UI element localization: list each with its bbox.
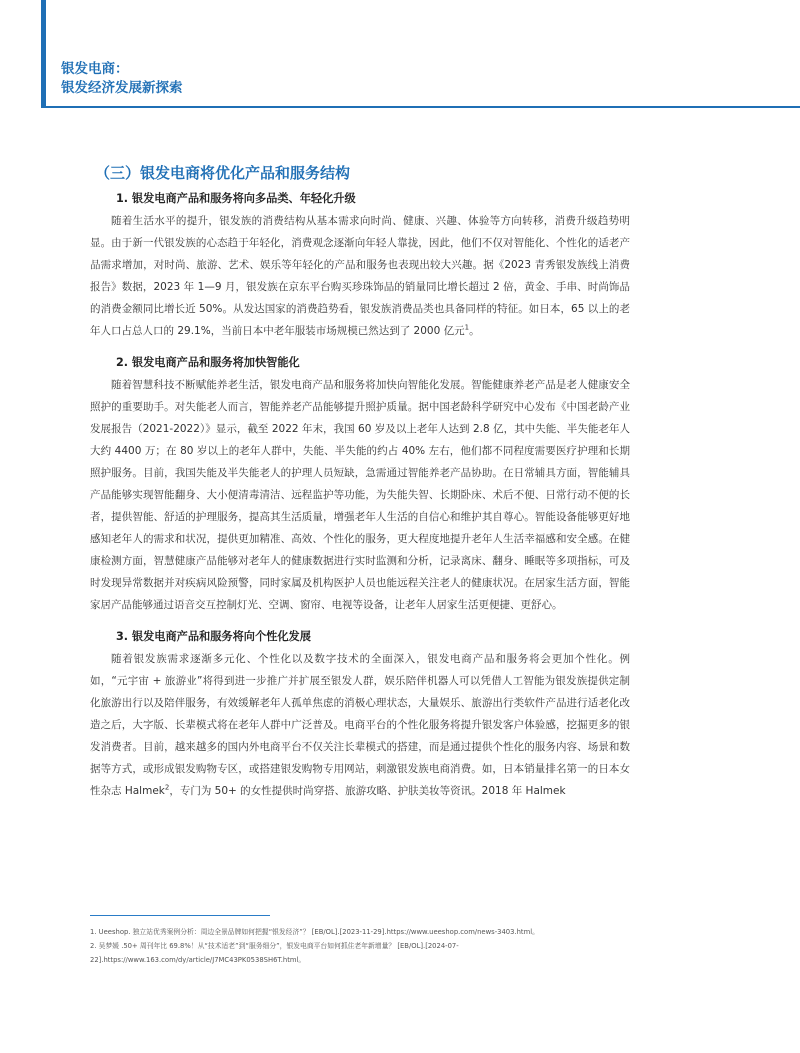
subsection-1-heading: 1. 银发电商产品和服务将向多品类、年轻化升级: [116, 192, 356, 205]
subsection-2-paragraph: 随着智慧科技不断赋能养老生活，银发电商产品和服务将加快向智能化发展。智能健康养老产品是老人健康安全照护的重要助手。对失能老人而言，智能养老产品能够提升照护质量。据中国老龄科学研究中心发布《中国老龄产业发展报告（2021-2022）》显示，截至 2022 年末，我国 60 岁及以上老年人达到 2.8 亿，其中失能、半失能老年人大约 4400 万；在 80 岁以上的老年人群中，失能、半失能的约占 40% 左右，他们都不同程度需要医疗护理和长期照护服务。目前，我国失能及半失能老人的护理人员短缺，急需通过智能养老产品协助。在日常辅具方面，智能辅具产品能够实现智能翻身、大小便清毒清洁、远程监护等功能，为失能失智、长期卧床、术后不便、日常行动不便的长者，提供智能、舒适的护理服务，提高其生活质量，增强老年人生活的自信心和维护其自尊心。智能设备能够更好地感知老年人的需求和状况，提供更加精准、高效、个性化的服务，更大程度地提升老年人生活幸福感和安全感。在健康检测方面，智慧健康产品能够对老年人的健康数据进行实时监测和分析，记录离床、翻身、睡眠等多项指标，可及时发现异常数据并对疾病风险预警，同时家属及机构医护人员也能远程关注老人的健康状况。在居家生活方面，智能家居产品能够通过语音交互控制灯光、空调、窗帘、电视等设备，让老年人居家生活更便捷、更舒心。: [90, 379, 630, 611]
running-header-line-1: 银发电商：: [61, 61, 129, 77]
body-content: [90, 188, 630, 802]
running-header: [61, 60, 183, 98]
subsection-1-paragraph: 随着生活水平的提升，银发族的消费结构从基本需求向时尚、健康、兴趣、体验等方向转移，消费升级趋势明显。由于新一代银发族的心态趋于年轻化，消费观念逐渐向年轻人靠拢，因此，他们不仅对智能化、个性化的适老产品需求增加，对时尚、旅游、艺术、娱乐等年轻化的产品和服务也表现出较大兴趣。据《2023 青秀银发族线上消费报告》数据，2023 年 1—9 月，银发族在京东平台购买珍珠饰品的销量同比增长超过 2 倍，黄金、手串、时尚饰品的消费金额同比增长近 50%。从发达国家的消费趋势看，银发族消费品类也具备同样的特征。如日本，65 以上的老年人口占总人口的 29.1%，当前日本中老年服装市场规模已然达到了 2000 亿元$^1$。: [90, 215, 630, 337]
footnote-1: 1. Ueeshop. 独立站优秀案例分析：周边全景品牌如何把握“银发经济”？ [EB/OL].[2023-11-29].https://www.ueeshop.com/news-3403.html。: [90, 928, 539, 936]
footnote-ref-1[interactable]: 1: [464, 323, 470, 332]
header-rule: [41, 106, 800, 108]
header-accent-bar: [41, 0, 46, 108]
footnote-ref-2[interactable]: 2: [164, 783, 170, 792]
subsection-3-paragraph: 随着银发族需求逐渐多元化、个性化以及数字技术的全面深入，银发电商产品和服务将会更加个性化。例如，“元宇宙 + 旅游业”将得到进一步推广并扩展至银发人群，娱乐陪伴机器人可以凭借人工智能为银发族提供定制化旅游出行以及陪伴服务，有效缓解老年人孤单焦虑的消极心理状态，大量娱乐、旅游出行类软件产品进行适老化改造之后，大字版、长辈模式将在老年人群中广泛普及。电商平台的个性化服务将提升银发客户体验感，挖掘更多的银发消费者。目前，越来越多的国内外电商平台不仅关注长辈模式的搭建，而是通过提供个性化的服务内容、场景和数据等方式，或形成银发购物专区，或搭建银发购物专用网站，刺激银发族电商消费。如，日本销量排名第一的日本女性杂志 Halmek$^2$，专门为 50+ 的女性提供时尚穿搭、旅游攻略、护肤美妆等资讯。2018 年 Halmek: [90, 653, 630, 797]
running-header-line-2: 银发经济发展新探索: [61, 80, 183, 96]
subsection-3-heading: 3. 银发电商产品和服务将向个性化发展: [116, 630, 311, 643]
subsection-2-heading: 2. 银发电商产品和服务将加快智能化: [116, 356, 300, 369]
footnote-2: 2. 吴梦媛 .50+ 周刊年比 69.8%！从“技术适老”到“服务细分”，银发电商平台如何抓住老年新增量？ [EB/OL].[2024-07-22].https://www.163.com/dy/article/J7MC43PK0538SH6T.html。: [90, 942, 459, 964]
footnotes: [90, 925, 630, 967]
footnote-separator: [90, 915, 270, 916]
section-heading: （三）银发电商将优化产品和服务结构: [95, 164, 351, 182]
